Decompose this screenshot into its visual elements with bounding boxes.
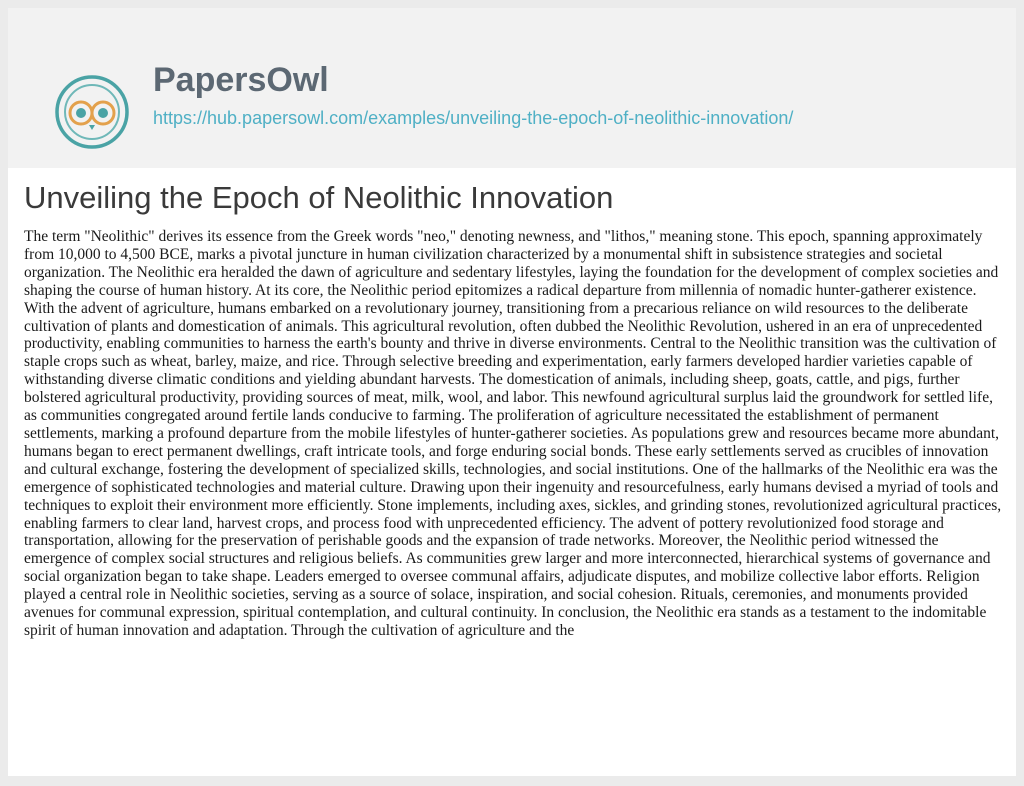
site-header <box>8 8 1016 168</box>
article-title: Unveiling the Epoch of Neolithic Innovation <box>24 180 614 215</box>
owl-logo-icon <box>54 74 130 150</box>
article-body: The term "Neolithic" derives its essence from the Greek words "neo," denoting newness, and "lithos," meaning stone. This epoch, spanning approximately from 10,000 to 4,500 BCE, marks a pivotal juncture in human civilization characterized by a monumental shift in subsistence strategies and societal organization. The Neolithic era heralded the dawn of agriculture and sedentary lifestyles, laying the foundation for the development of complex societies and shaping the course of human history. At its core, the Neolithic period epitomizes a radical departure from millennia of nomadic hunter-gatherer existence. With the advent of agriculture, humans embarked on a revolutionary journey, transitioning from a precarious reliance on wild resources to the deliberate cultivation of plants and domestication of animals. This agricultural revolution, often dubbed the Neolithic Revolution, ushered in an era of unprecedented productivity, enabling communities to harness the earth's bounty and thrive in diverse environments. Central to the Neolithic transition was the cultivation of staple crops such as wheat, barley, maize, and rice. Through selective breeding and experimentation, early farmers developed hardier varieties capable of withstanding diverse climatic conditions and yielding abundant harvests. The domestication of animals, including sheep, goats, cattle, and pigs, further bolstered agricultural productivity, providing sources of meat, milk, wool, and labor. This newfound agricultural surplus laid the groundwork for settled life, as communities congregated around fertile lands conducive to farming. The proliferation of agriculture necessitated the establishment of permanent settlements, marking a profound departure from the mobile lifestyles of hunter-gatherer societies. As populations grew and resources became more abundant, humans began to erect permanent dwellings, craft intricate tools, and forge enduring social bonds. These early settlements served as crucibles of innovation and cultural exchange, fostering the development of specialized skills, technologies, and social institutions. One of the hallmarks of the Neolithic era was the emergence of sophisticated technologies and material culture. Drawing upon their ingenuity and resourcefulness, early humans devised a myriad of tools and techniques to exploit their environment more efficiently. Stone implements, including axes, sickles, and grinding stones, revolutionized agricultural practices, enabling farmers to clear land, harvest crops, and process food with unprecedented efficiency. The advent of pottery revolutionized food storage and transportation, allowing for the preservation of perishable goods and the expansion of trade networks. Moreover, the Neolithic period witnessed the emergence of complex social structures and religious beliefs. As communities grew larger and more interconnected, hierarchical systems of governance and social organization began to take shape. Leaders emerged to oversee communal affairs, adjudicate disputes, and mobilize collective labor efforts. Religion played a central role in Neolithic societies, serving as a source of solace, inspiration, and social cohesion. Rituals, ceremonies, and monuments provided avenues for communal expression, spiritual contemplation, and cultural continuity. In conclusion, the Neolithic era stands as a testament to the indomitable spirit of human innovation and adaptation. Through the cultivation of agriculture and the <box>24 228 1002 639</box>
document-page <box>8 8 1016 776</box>
article-url-link[interactable]: https://hub.papersowl.com/examples/unveiling-the-epoch-of-neolithic-innovation/ <box>153 108 794 128</box>
brand-name: PapersOwl <box>153 61 329 99</box>
